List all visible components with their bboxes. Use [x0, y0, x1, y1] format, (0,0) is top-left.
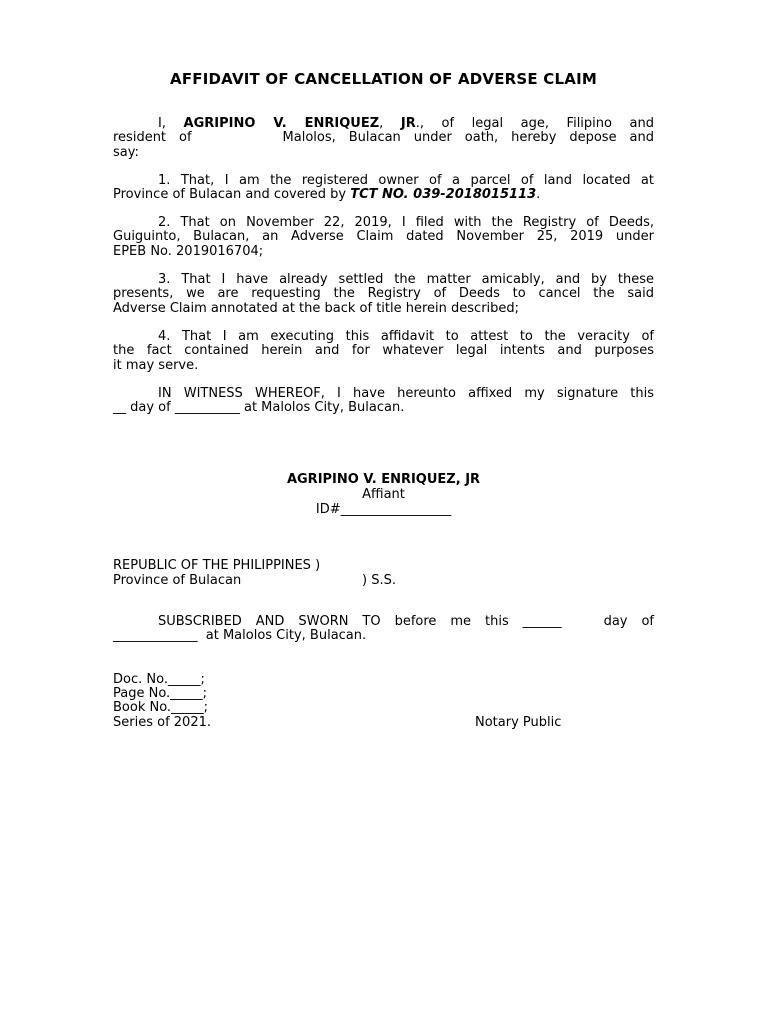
p1-line-2-text: Province of Bulacan and covered by [113, 187, 351, 203]
jurat-line-2: _____________ at Malolos City, Bulacan. [113, 628, 367, 644]
p2-line-1 [113, 216, 654, 230]
doc-no: Doc. No._____; [113, 672, 205, 687]
affiant-role: Affiant [362, 487, 405, 502]
paragraph-1 [113, 174, 654, 203]
p2-line-2: Guiguinto, Bulacan, an Adverse Claim dated November 25, 2019 under [113, 229, 654, 245]
affiant-name-intro: AGRIPINO V. ENRIQUEZ [183, 116, 380, 131]
witness-line-1-text: IN WITNESS WHEREOF, I have hereunto affixed my signature this [158, 386, 654, 401]
p3-line-1 [113, 273, 654, 287]
p2-line-1-text: 2. That on November 22, 2019, I filed with the Registry of Deeds, [158, 215, 654, 230]
page-no: Page No._____; [113, 686, 208, 701]
p4-line-2: the fact contained herein and for whatever legal intents and purposes [113, 343, 654, 359]
p3-line-3: Adverse Claim annotated at the back of title herein described; [113, 300, 520, 316]
venue-province: Province of Bulacan [113, 573, 242, 588]
p3-line-1-text: 3. That I have already settled the matter amicably, and by these [158, 272, 654, 287]
intro-prefix: I, [158, 116, 184, 131]
jurat-paragraph [113, 615, 654, 644]
witness-paragraph [113, 387, 654, 416]
p3-line-2: presents, we are requesting the Registry of Deeds to cancel the said [113, 286, 654, 302]
witness-line-2: __ day of __________ at Malolos City, Bulacan. [113, 400, 405, 416]
p2-line-3: EPEB No. 2019016704; [113, 243, 264, 259]
paragraph-3 [113, 273, 654, 316]
intro-line-2 [113, 131, 654, 145]
affiant-name: AGRIPINO V. ENRIQUEZ [286, 472, 456, 487]
intro-line1-rest: ., of legal age, Filipino and [415, 116, 654, 131]
p4-line-1 [113, 330, 654, 344]
notary-public-label: Notary Public [475, 715, 562, 730]
affiant-id-line: ID#_________________ [315, 502, 452, 517]
p1-line-1 [113, 174, 654, 188]
affiant-suffix-intro: JR [400, 116, 416, 131]
book-no: Book No._____; [113, 700, 208, 715]
resident-of-label: resident of [113, 130, 192, 146]
paragraph-2 [113, 216, 654, 259]
jurat-line-1-text: SUBSCRIBED AND SWORN TO before me this ______ day of [158, 614, 654, 629]
p4-line-3: it may serve. [113, 357, 199, 373]
intro-name-comma: , [379, 116, 401, 131]
tct-number: TCT NO. 039-2018015113 [350, 187, 537, 203]
p1-line-2 [113, 188, 654, 202]
venue-ss: ) S.S. [362, 573, 396, 588]
paragraph-4 [113, 330, 654, 373]
series-year: Series of 2021. [113, 715, 211, 730]
intro-line-1 [113, 117, 654, 131]
jurat-line-1 [113, 615, 654, 629]
p1-line-2-end: . [536, 187, 541, 203]
intro-line-3: say: [113, 144, 139, 160]
affiant-name-suffix: , JR [455, 472, 481, 487]
residence-text: Malolos, Bulacan under oath, hereby depose and [282, 130, 654, 146]
p1-line-1-text: 1. That, I am the registered owner of a parcel of land located at [158, 173, 654, 188]
affiant-signature-name [113, 472, 654, 487]
document-title: AFFIDAVIT OF CANCELLATION OF ADVERSE CLAIM [170, 70, 597, 88]
intro-paragraph [113, 117, 654, 160]
p4-line-1-text: 4. That I am executing this affidavit to attest to the veracity of [158, 329, 654, 344]
witness-line-1 [113, 387, 654, 401]
venue-republic: REPUBLIC OF THE PHILIPPINES ) [113, 558, 321, 573]
